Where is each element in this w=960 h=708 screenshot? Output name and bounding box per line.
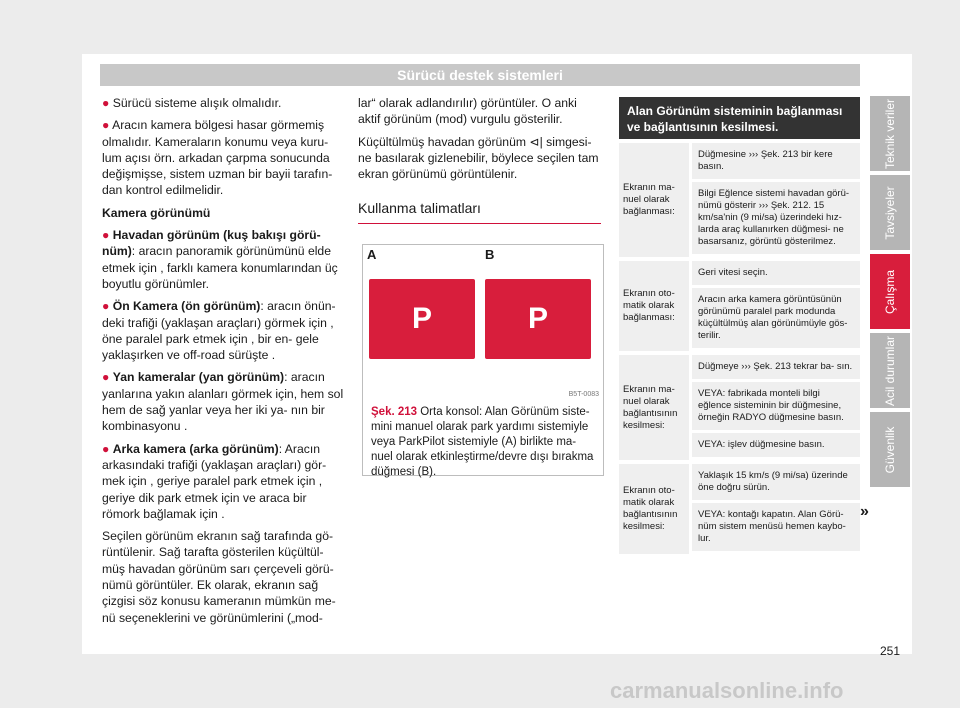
figure-label-a: A [367,247,377,262]
row-label: Ekranın oto- matik olarak bağlanması: [619,261,689,351]
table-cell: Bilgi Eğlence sistemi havadan görü- nümü gösterir ››› Şek. 212. 15 km/sa'nin (9 mi/sa) üzerindeki hız- larda araç kullanırken düğmesi- ne basarsanız, görüntü gösterilmez. [692,182,860,254]
term-text: : aracın panoramik görünümünü elde etmek için , farklı kamera konumlarından üç boyutlu görünümler. [102,244,338,291]
caption-text: Orta konsol: Alan Görünüm siste- mini manuel olarak park yardımı sistemiyle veya ParkPilot sistemiyle (A) birlikte ma- nuel olarak etkinleştirme/devre dışı bırakma düğmesi (B). [371,406,594,478]
bullet-text: Sürücü sisteme alışık olmalıdır. [112,96,282,110]
subheading: Kamera görünümü [102,205,211,220]
table-cell: Düğmesine ››› Şek. 213 bir kere basın. [692,143,860,179]
table-cell: Geri vitesi seçin. [692,261,860,285]
tab-calisma[interactable] [870,254,910,329]
table-title: Alan Görünüm sisteminin bağlanması ve bağlantısının kesilmesi. [619,97,860,139]
section-title: Kullanma talimatları [358,200,601,223]
figure-label-b: B [485,247,495,262]
term: Arka kamera (arka görünüm) [112,441,279,456]
row-label: Ekranın ma- nuel olarak bağlanması: [619,143,689,257]
tab-label: Tavsiyeler [883,185,897,240]
tab-label: Acil durumlar [883,335,897,406]
table-cell: Düğmeye ››› Şek. 213 tekrar ba- sın. [692,355,860,379]
column-1: ● Sürücü sisteme alışık olmalıdır. ● Aracın kamera bölgesi hasar görmemiş olmalıdır. Kameraların konumu veya kuru- lum açısı örn. arkadan çarpma sonucunda değişmişse, sistem uzman bir bayii tarafın- dan kontrol edilmelidir. Kamera görünümü ● Havadan görünüm (kuş bakışı görü- nüm): aracın panoramik görünümünü elde etmek için , farklı kamera konumlarından üç boyutlu görünümler. ● Ön Kamera (ön görünüm): aracın önün- deki trafiği (yaklaşan araçları) görmek için , öne paralel park etmek için , bir en- gele yaklaşırken ve off-road sürüşte . ● Yan kameralar (yan görünüm): aracın yanlarına yakın alanları görmek için, hem sol hem de sağ yanlar veya her iki ya- nın bir kombinasyonu . ● Arka kamera (arka görünüm): Aracın arkasındaki trafiği (yaklaşan araçları) gör- mek için , geriye paralel park etmek için , geriye dik park etmek için ve araca bir römork bağlamak için . Seçilen görünüm ekranın sağ tarafında gö- rüntülenir. Sağ tarafta gösterilen küçültül- müş havadan görünüm sarı çerçeveli görü- nümü görüntüler. Ek olarak, ekranın sağ çizgisi söz konusu kameranın mümkün me- nü seçeneklerini ve görünümlerini („mod- [102,96,344,625]
watermark: carmanualsonline.info [610,678,844,703]
camera-icon: P [527,302,548,335]
term-text: : aracın önün- deki trafiği (yaklaşan araçları) görmek için , öne paralel park etmek için , bir en- gele yaklaşırken ve off-road sürüşte . [102,299,336,363]
paragraph: Küçültülmüş havadan görünüm ⊲| simgesi- ne basılarak gizlenebilir, böylece seçilen tam ekran görünümü görüntülenir. [358,134,599,182]
page-number: 251 [880,644,901,658]
table-cell: VEYA: kontağı kapatın. Alan Görü- nüm sistem menüsü hemen kaybo- lur. [692,503,860,551]
paragraph: lar“ olarak adlandırılır) görüntüler. O anki aktif görünüm (mod) vurgulu gösterilir. [358,96,577,127]
table-row [619,257,860,351]
term: Havadan görünüm (kuş bakışı görü- nüm) [102,228,321,259]
tab-acil-durumlar[interactable] [870,333,910,408]
side-tabs [870,96,910,491]
park-assist-icon: P [411,302,432,335]
term: Yan kameralar (yan görünüm) [112,370,285,385]
paragraph: Seçilen görünüm ekranın sağ tarafında gö- rüntülenir. Sağ tarafta gösterilen küçültül- müş havadan görünüm sarı çerçeveli görü- nümü görüntüler. Ek olarak, ekranın sağ çizgisi söz konusu kameranın mümkün me- nü seçeneklerini ve görünümlerini („mod- [102,529,336,625]
row-label: Ekranın oto- matik olarak bağlantısının kesilmesi: [619,464,689,554]
table-cell: VEYA: fabrikada monteli bilgi eğlence sisteminin bir düğmesine, örneğin RADYO düğmesine basın. [692,382,860,430]
table-row [619,351,860,460]
term-text: : Aracın arkasındaki trafiği (yaklaşan araçları) gör- mek için , geriye paralel park etmek için , geriye dik park etmek için ve araca bir römork bağlamak için . [102,441,327,521]
term-text: : aracın yanlarına yakın alanları görmek için, hem sol hem de sağ yanlar veya her iki ya- nın bir kombinasyonu . [102,370,344,434]
table-cell: Yaklaşık 15 km/s (9 mi/sa) üzerinde öne doğru sürün. [692,464,860,500]
table-cell: VEYA: işlev düğmesine basın. [692,433,860,457]
tab-label: Çalışma [883,269,897,314]
info-table [619,97,860,554]
table-row [619,139,860,257]
figure-ref: Şek. 213 [371,406,418,418]
figure-caption [371,405,595,480]
tab-teknik-veriler[interactable] [870,96,910,171]
tab-label: Teknik veriler [883,98,897,169]
table-row [619,460,860,554]
figure-213 [362,244,604,476]
area-view-button [485,279,591,359]
row-label: Ekranın ma- nuel olarak bağlantısının kesilmesi: [619,355,689,460]
tab-guvenlik[interactable] [870,412,910,487]
table-cell: Aracın arka kamera görüntüsünün görünümü paralel park modunda küçültülmüş alan görünümüyle gös- terilir. [692,288,860,348]
page-header: Sürücü destek sistemleri [100,64,860,86]
figure-code: B5T-0083 [568,391,599,398]
tab-tavsiyeler[interactable] [870,175,910,250]
bullet-text: Aracın kamera bölgesi hasar görmemiş olmalıdır. Kameraların konumu veya kuru- lum açısı örn. arkadan çarpma sonucunda değişmişse, sistem uzman bir bayii tarafın- dan kontrol edilmelidir. [102,118,333,198]
tab-label: Güvenlik [883,426,897,473]
term: Ön Kamera (ön görünüm) [112,299,261,314]
column-2 [358,95,601,234]
continue-chevron-icon: » [860,503,869,520]
park-assist-button [369,279,475,359]
